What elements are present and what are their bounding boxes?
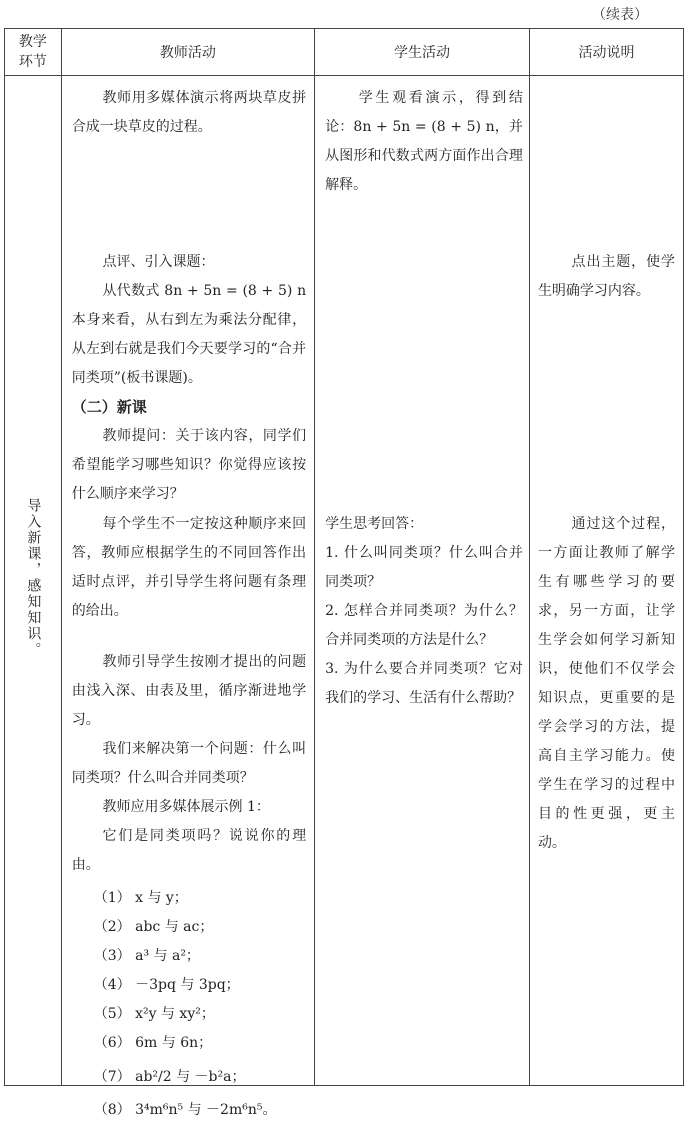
content-row (5, 76, 684, 1086)
example-item: （8） 3⁴m⁶n⁵ 与 －2m⁶n⁵。 (93, 1102, 277, 1118)
section-heading: （二）新课 (71, 398, 147, 416)
example-item: （2） abc 与 ac； (93, 919, 214, 935)
teacher-p1: 教师用多媒体演示将两块草皮拼合成一块草皮的过程。 (71, 90, 307, 135)
header-student: 学生活动 (315, 29, 530, 76)
teacher-p9: 它们是同类项吗？说说你的理由。 (71, 828, 307, 873)
student-q3: 3. 为什么要合并同类项？它对我们的学习、生活有什么帮助？ (325, 661, 523, 706)
stage-text: 导入新课，感知知识。 (25, 498, 42, 658)
teacher-p6: 教师引导学生按刚才提出的问题由浅入深、由表及里，循序渐进地学习。 (71, 654, 307, 728)
teacher-block-4 (62, 648, 314, 1125)
header-stage: 教学环节 (5, 29, 62, 76)
teacher-p7: 我们来解决第一个问题：什么叫同类项？什么叫合并同类项？ (71, 741, 307, 786)
student-q2: 2. 怎样合并同类项？为什么？合并同类项的方法是什么？ (325, 603, 523, 648)
note-block-2 (530, 510, 683, 858)
lesson-plan-table (4, 28, 684, 1118)
continued-label: （续表） (592, 7, 648, 23)
note-p1: 点出主题，使学生明确学习内容。 (537, 254, 675, 299)
header-row (5, 29, 684, 76)
example-item: （4） －3pq 与 3pq； (93, 977, 240, 993)
student-cell (315, 76, 530, 1086)
header-note: 活动说明 (529, 29, 683, 76)
example-item: （3） a³ 与 a²； (93, 948, 200, 964)
student-p2-title: 学生思考回答： (325, 516, 424, 532)
student-block-2 (315, 510, 529, 713)
header-teacher: 教师活动 (61, 29, 314, 76)
teacher-p2: 点评、引入课题： (102, 254, 215, 270)
example-list (72, 884, 306, 1125)
stage-cell (5, 76, 62, 1086)
teacher-block-2 (62, 248, 314, 509)
note-cell (529, 76, 683, 1086)
student-p1: 学生观看演示，得到结论：8n + 5n = (8 + 5) n，并从图形和代数式两方面作出合理解释。 (325, 90, 523, 193)
example-item: （7） ab²/2 与 －b²a； (93, 1069, 246, 1085)
teacher-p8: 教师应用多媒体展示例 1： (102, 799, 270, 815)
teacher-p4: 教师提问：关于该内容，同学们希望能学习哪些知识？你觉得应该按什么顺序来学习？ (71, 428, 307, 502)
teacher-p5: 每个学生不一定按这种顺序来回答，教师应根据学生的不同回答作出适时点评，并引导学生将问题有条理的给出。 (71, 516, 307, 619)
teacher-block-3 (62, 510, 314, 626)
example-item: （1） x 与 y； (93, 890, 188, 906)
student-block-1 (315, 84, 529, 200)
teacher-cell (61, 76, 314, 1118)
example-item: （5） x²y 与 xy²； (93, 1006, 215, 1022)
student-q1: 1. 什么叫同类项？什么叫合并同类项？ (325, 545, 523, 590)
example-item: （6） 6m 与 6n； (93, 1035, 213, 1051)
teacher-p3: 从代数式 8n + 5n = (8 + 5) n 本身来看，从右到左为乘法分配律，从左到右就是我们今天要学习的“合并同类项”(板书课题)。 (71, 283, 307, 386)
note-p2: 通过这个过程，一方面让教师了解学生有哪些学习的要求，另一方面，让学生学会如何学习新知识，使他们不仅学会知识点，更重要的是学会学习的方法，提高自主学习能力。使学生在学习的过程中目的性更强，更主动。 (537, 516, 675, 851)
teacher-block-1 (62, 84, 314, 142)
note-block-1 (530, 248, 683, 306)
